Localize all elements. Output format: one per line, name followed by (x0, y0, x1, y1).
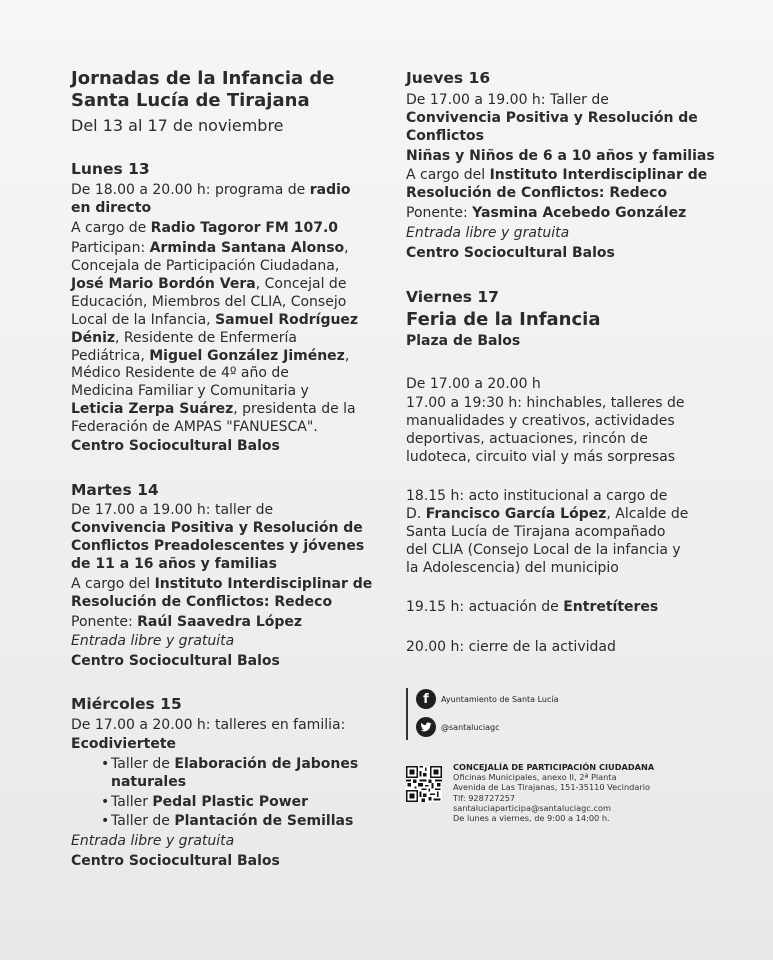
viernes-line: manualidades y creativos, actividades (406, 413, 675, 429)
lunes-line: Medicina Familiar y Comunitaria y (71, 383, 309, 399)
viernes-line: D. Francisco García López, Alcalde de (406, 506, 689, 522)
viernes-title: Feria de la Infancia (406, 309, 601, 330)
martes-line: de 11 a 16 años y familias (71, 556, 277, 572)
day-heading-jueves: Jueves 16 (406, 69, 491, 87)
lunes-line: Educación, Miembros del CLIA, Consejo (71, 294, 347, 310)
martes-line: De 17.00 a 19.00 h: taller de (71, 502, 274, 518)
viernes-line: deportivas, actuaciones, rincón de (406, 431, 648, 447)
miercoles-bullet: • Taller de Elaboración de Jabones (101, 756, 359, 772)
day-heading-martes: Martes 14 (71, 481, 159, 499)
martes-line: Convivencia Positiva y Resolución de (71, 520, 363, 536)
viernes-line: De 17.00 a 20.00 h (406, 376, 541, 392)
miercoles-bullet: • Taller de Plantación de Semillas (101, 813, 354, 829)
viernes-line: la Adolescencia) del municipio (406, 560, 619, 576)
lunes-line: De 18.00 a 20.00 h: programa de radio (71, 182, 351, 198)
martes-line: Entrada libre y gratuita (71, 633, 235, 649)
martes-venue: Centro Sociocultural Balos (71, 653, 280, 669)
jueves-venue: Centro Sociocultural Balos (406, 245, 615, 261)
miercoles-line: De 17.00 a 20.00 h: talleres en familia: (71, 717, 346, 733)
facebook-text: Ayuntamiento de Santa Lucía (441, 694, 559, 704)
email-link[interactable]: santaluciaparticipa@santaluciagc.com (453, 802, 611, 813)
facebook-link[interactable] (416, 688, 559, 710)
phone: Tlf: 928727257 (453, 792, 516, 803)
lunes-line: Concejala de Participación Ciudadana, (71, 258, 340, 274)
viernes-place: Plaza de Balos (406, 333, 521, 349)
jueves-line: Niñas y Niños de 6 a 10 años y familias (406, 148, 715, 164)
lunes-venue: Centro Sociocultural Balos (71, 438, 280, 454)
viernes-line: 17.00 a 19:30 h: hinchables, talleres de (406, 395, 685, 411)
miercoles-bullet-cont: naturales (111, 774, 187, 790)
lunes-line: Participan: Arminda Santana Alonso, (71, 240, 349, 256)
lunes-line: A cargo de Radio Tagoror FM 107.0 (71, 220, 338, 236)
day-heading-lunes: Lunes 13 (71, 160, 150, 178)
miercoles-line: Entrada libre y gratuita (71, 833, 235, 849)
lunes-line: Leticia Zerpa Suárez, presidenta de la (71, 401, 356, 417)
lunes-line: Federación de AMPAS "FANUESCA". (71, 419, 318, 435)
lunes-line: Déniz, Residente de Enfermería (71, 330, 297, 346)
lunes-line: José Mario Bordón Vera, Concejal de (71, 276, 347, 292)
lunes-line: Médico Residente de 4º año de (71, 365, 289, 381)
jueves-line: Ponente: Yasmina Acebedo González (406, 205, 687, 221)
address-line: Oficinas Municipales, anexo II, 2ª Planta (453, 772, 617, 783)
viernes-line: 18.15 h: acto institucional a cargo de (406, 488, 668, 504)
martes-line: Resolución de Conflictos: Redeco (71, 594, 333, 610)
jueves-line: Convivencia Positiva y Resolución de (406, 110, 698, 126)
jueves-line: De 17.00 a 19.00 h: Taller de (406, 92, 609, 108)
jueves-line: A cargo del Instituto Interdisciplinar de (406, 167, 708, 183)
jueves-line: Conflictos (406, 128, 484, 144)
qr-code-icon[interactable] (406, 766, 442, 802)
miercoles-bullet: • Taller Pedal Plastic Power (101, 794, 309, 810)
event-title-line2: Santa Lucía de Tirajana (71, 90, 310, 111)
viernes-line: 19.15 h: actuación de Entretíteres (406, 599, 659, 615)
day-heading-miercoles: Miércoles 15 (71, 695, 182, 713)
day-heading-viernes: Viernes 17 (406, 288, 499, 306)
dept-name: CONCEJALÍA DE PARTICIPACIÓN CIUDADANA (453, 762, 655, 772)
jueves-line: Resolución de Conflictos: Redeco (406, 185, 668, 201)
lunes-line: en directo (71, 200, 152, 216)
jueves-line: Entrada libre y gratuita (406, 225, 570, 241)
twitter-text: @santaluciagc (441, 722, 500, 732)
viernes-line: Santa Lucía de Tirajana acompañado (406, 524, 666, 540)
contact-info (453, 762, 654, 823)
viernes-line: ludoteca, circuito vial y más sorpresas (406, 449, 676, 465)
divider (406, 688, 408, 740)
lunes-line: Local de la Infancia, Samuel Rodríguez (71, 312, 359, 328)
address-line: Avenida de Las Tirajanas, 151-35110 Vecindario (453, 782, 651, 793)
viernes-line: 20.00 h: cierre de la actividad (406, 639, 616, 655)
miercoles-venue: Centro Sociocultural Balos (71, 853, 280, 869)
martes-line: A cargo del Instituto Interdisciplinar de (71, 576, 373, 592)
event-title-line1: Jornadas de la Infancia de (71, 68, 335, 89)
event-dates: Del 13 al 17 de noviembre (71, 116, 284, 135)
martes-line: Ponente: Raúl Saavedra López (71, 614, 303, 630)
viernes-line: del CLIA (Consejo Local de la infancia y (406, 542, 681, 558)
office-hours: De lunes a viernes, de 9:00 a 14:00 h. (453, 813, 610, 824)
lunes-line: Pediátrica, Miguel González Jiménez, (71, 348, 350, 364)
miercoles-line: Ecodiviertete (71, 736, 176, 752)
twitter-icon (416, 717, 436, 737)
facebook-icon: f (416, 689, 436, 709)
martes-line: Conflictos Preadolescentes y jóvenes (71, 538, 365, 554)
twitter-link[interactable] (416, 716, 499, 738)
